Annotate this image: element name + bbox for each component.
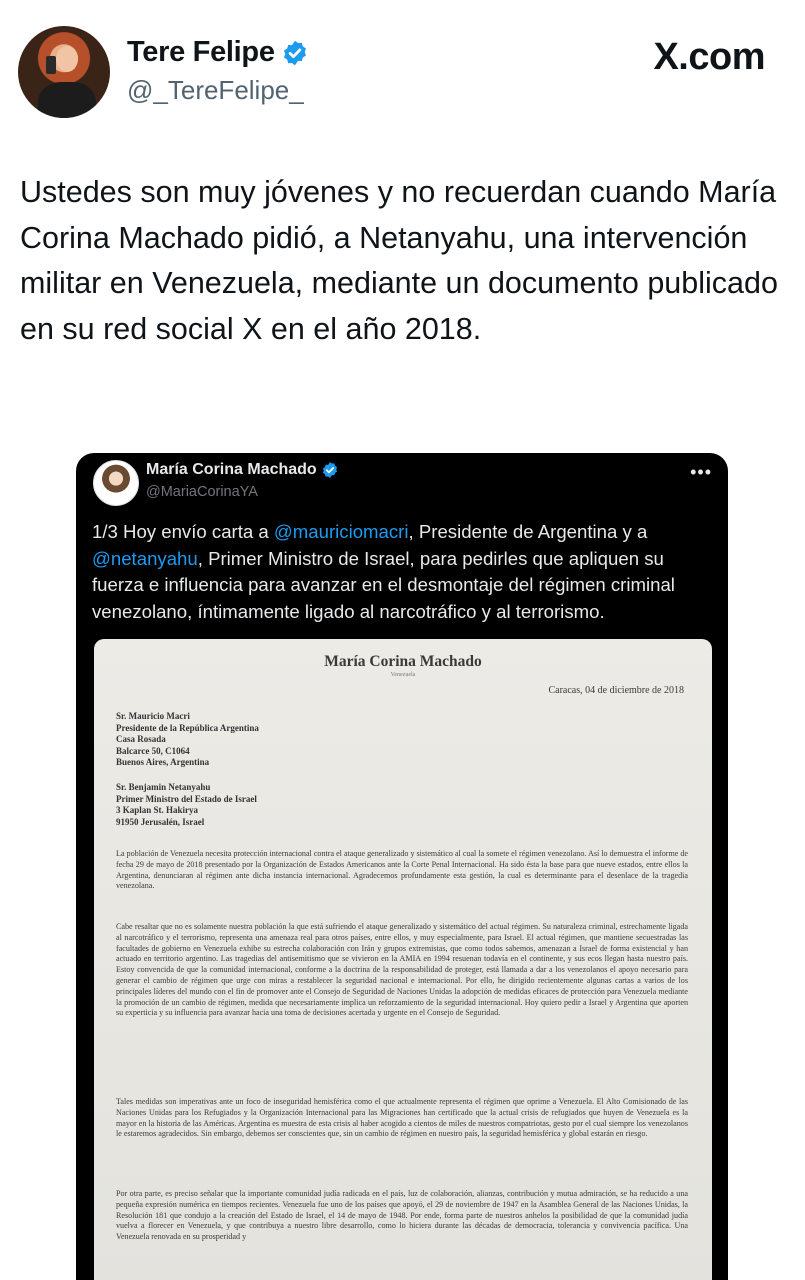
letter-paragraph-4: Por otra parte, es preciso señalar que la importante comunidad judía radicada en el país, luz de colaboración, alianzas, contribución y mutua admiración, se ha reducido a una pequeña expresión numérica en tiempos recientes. Venezuela fue uno de los países que apoyó, el 29 de noviembre de 1947 en la Asamblea General de las Naciones Unidas, la Resolución 181 que condujo a la creación del Estado de Israel, el 14 de mayo de 1948. Por ende, forma parte de nuestros anhelos la posibilidad de que la comunidad judía vuelva a florecer en Venezuela, y que contribuya a nuestro libre desarrollo, como lo hiciera durante las décadas de democracia, tolerancia y convivencia pacífica. Una Venezuela renovada en su prosperidad y (116, 1189, 688, 1242)
author-avatar[interactable] (18, 26, 110, 118)
embedded-text-part: , Presidente de Argentina y a (408, 521, 648, 542)
embedded-post-image[interactable] (76, 453, 728, 1280)
embedded-author-handle: @MariaCorinaYA (146, 484, 258, 500)
author-name-row[interactable] (127, 36, 309, 69)
mention-mauriciomacri: @mauriciomacri (273, 521, 409, 542)
author-handle[interactable]: @_TereFelipe_ (127, 75, 304, 105)
embedded-author-name-row (146, 461, 339, 479)
embedded-text-part: , Primer Ministro de Israel, para pedirles que apliquen su fuerza e influencia para avanzar en el desmontaje del régimen criminal venezolano, íntimamente ligado al narcotráfico y al terrorismo. (92, 547, 675, 622)
address-line: Sr. Benjamin Netanyahu (116, 782, 211, 792)
tweet-text: Ustedes son muy jóvenes y no recuerdan cuando María Corina Machado pidió, a Netanyahu, una intervención militar en Venezuela, mediante un documento publicado en su red social X en el año 2018. (20, 175, 778, 346)
avatar-phone (46, 56, 56, 74)
avatar-face (56, 46, 78, 72)
embedded-author-avatar (93, 460, 139, 506)
embedded-post-text (92, 519, 717, 625)
embedded-text-part: 1/3 Hoy envío carta a (92, 521, 274, 542)
letter-recipient-1 (116, 711, 259, 769)
address-line: Sr. Mauricio Macri (116, 711, 190, 721)
letter-paragraph-3: Tales medidas son imperativas ante un foco de inseguridad hemisférica como el que actualmente representa el régimen que oprime a Venezuela. El Alto Comisionado de las Naciones Unidas para los Refugiados y la Organización Internacional para las Migraciones han certificado que la actual crisis de refugiados que huyen de Venezuela es la mayor en la historia de las Américas. Argentina es muestra de esta crisis al haber acogido a cientos de miles de nuestros compatriotas, gesto por el cual siempre los venezolanos le estaremos agradecidos. Sin embargo, debemos ser conscientes que, sin un cambio de régimen en nuestro país, la seguridad hemisférica y global estarán en riesgo. (116, 1097, 688, 1139)
more-options-icon: ••• (690, 462, 712, 482)
letter-title: María Corina Machado (324, 653, 482, 670)
letter-paragraph-1: La población de Venezuela necesita protección internacional contra el ataque generalizado y sistemático al cual la somete el régimen venezolano. Así lo demuestra el informe de fecha 29 de mayo de 2018 presentado por la Organización de Estados Americanos ante la Corte Penal Internacional. Ha sido ésta la base para que nueve estados, entre ellos la Argentina, denunciaran al régimen ante dicha instancia internacional. Agradecemos profundamente esta gestión, la cual es determinante para el desenlace de la tragedia venezolana. (116, 849, 689, 891)
address-line: Presidente de la República Argentina (116, 722, 259, 733)
letter-date: Caracas, 04 de diciembre de 2018 (548, 685, 684, 696)
letter-subtitle: Venezuela (390, 672, 416, 678)
avatar-body (38, 82, 96, 118)
address-line: 91950 Jerusalén, Israel (116, 816, 205, 827)
verified-badge-icon (281, 39, 309, 67)
letter-recipient-2 (116, 782, 257, 828)
embedded-verified-badge-icon (321, 461, 339, 479)
address-line: 3 Kaplan St. Hakirya (116, 805, 199, 816)
mention-netanyahu: @netanyahu (92, 547, 198, 569)
address-line: Balcarce 50, C1064 (116, 745, 190, 756)
letter-paragraph-2: Cabe resaltar que no es solamente nuestra población la que está sufriendo el ataque generalizado y sistemático del actual régimen. Su naturaleza criminal, estrechamente ligada al narcotráfico y el terrorismo, representa una amenaza real para otros países, entre ellos, y muy especialmente, para Israel. El actual régimen, que mantiene secuestradas las facultades de gobierno en Venezuela exhibe su estrecha colaboración con Irán y grupos extremistas, que como todos sabemos, amenazan a Israel de forma existencial y han actuado en territorio argentino. Las tragedias del antisemitismo que se vivieron en la AMIA en 1994 resuenan todavía en el continente, y sus ecos llegan hasta nuestro país. Estoy convencida de que la comunidad internacional, conforme a la doctrina de la responsabilidad de proteger, está llamada a dar a los venezolanos el apoyo necesario para generar el cambio de régimen que urge con miras a restablecer la seguridad nacional e internacional. Por ello, he dirigido recientemente algunas cartas a varios de los principales líderes del mundo con el fin de promover ante el Consejo de Seguridad de Naciones Unidas la adopción de medidas eficaces de protección para Venezuela mediante la promoción de un cambio de régimen, medida que necesariamente implica un reforzamiento de la seguridad internacional. Hoy quiero pedir a Israel y Argentina que aporten su experticia y su influencia para avanzar hacia una toma de decisiones acertada y urgente en el Consejo de Seguridad. (116, 922, 688, 1018)
x-brand-logo: X.com (653, 36, 765, 78)
embedded-author-display-name: María Corina Machado (146, 461, 317, 478)
address-line: Primer Ministro del Estado de Israel (116, 793, 257, 804)
author-display-name[interactable]: Tere Felipe (127, 36, 275, 68)
address-line: Casa Rosada (116, 734, 166, 745)
address-line: Buenos Aires, Argentina (116, 757, 210, 768)
letter-photo (94, 639, 712, 1280)
